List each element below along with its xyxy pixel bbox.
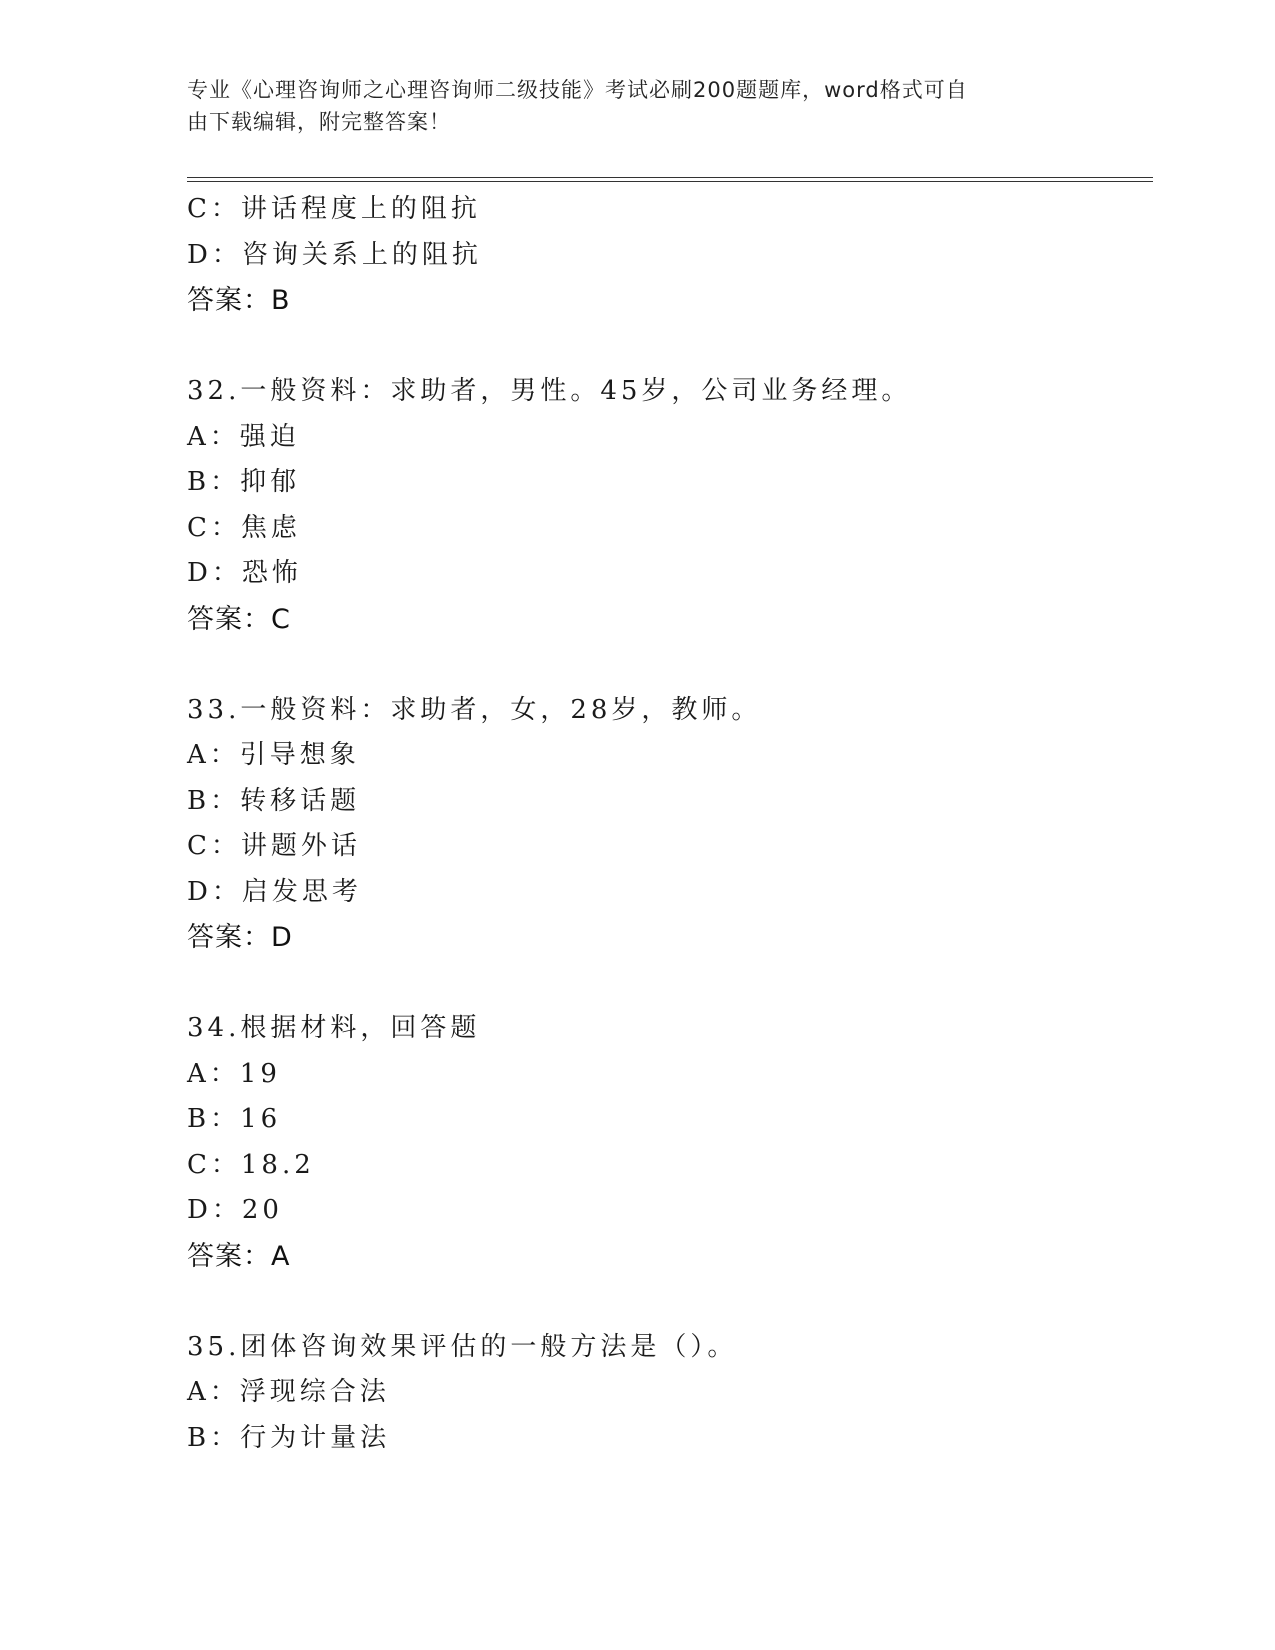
spacer	[187, 642, 1153, 688]
option-line: A：强迫	[187, 421, 300, 452]
option-line: D：恐怖	[187, 558, 302, 588]
option-line: B：行为计量法	[187, 1422, 391, 1453]
option-line: A：19	[187, 1058, 281, 1089]
header-line-2: 由下载编辑，附完整答案！	[187, 110, 451, 134]
option-line: B：转移话题	[187, 785, 361, 816]
answer-line: 答案：B	[187, 285, 291, 316]
option-line: A：引导想象	[187, 740, 360, 770]
question-stem: 34.根据材料，回答题	[187, 1013, 481, 1043]
spacer	[187, 961, 1153, 1007]
question-stem: 33.一般资料：求助者，女，28岁，教师。	[187, 694, 762, 725]
option-line: D：咨询关系上的阻抗	[187, 239, 482, 270]
answer-line: 答案：D	[187, 922, 293, 953]
option-line: D：20	[187, 1195, 283, 1225]
question-stem: 35.团体咨询效果评估的一般方法是（）。	[187, 1331, 738, 1362]
document-header	[187, 74, 1067, 138]
answer-line: 答案：C	[187, 603, 291, 635]
option-line: C：讲题外话	[187, 831, 361, 861]
question-stem: 32.一般资料：求助者，男性。45岁，公司业务经理。	[187, 376, 912, 406]
answer-line: 答案：A	[187, 1240, 291, 1272]
option-line: A：浮现综合法	[187, 1377, 390, 1407]
header-line-1: 专业《心理咨询师之心理咨询师二级技能》考试必刷200题题库，word格式可自	[187, 78, 968, 102]
option-line: C：18.2	[187, 1149, 315, 1180]
option-line: B：抑郁	[187, 467, 301, 497]
option-line: C：讲话程度上的阻抗	[187, 194, 481, 224]
option-line: C：焦虑	[187, 512, 301, 543]
spacer	[187, 324, 1153, 370]
question-list	[187, 187, 1153, 1461]
option-line: B：16	[187, 1104, 282, 1134]
spacer	[187, 1279, 1153, 1325]
header-divider	[187, 177, 1153, 182]
option-line: D：启发思考	[187, 876, 362, 907]
